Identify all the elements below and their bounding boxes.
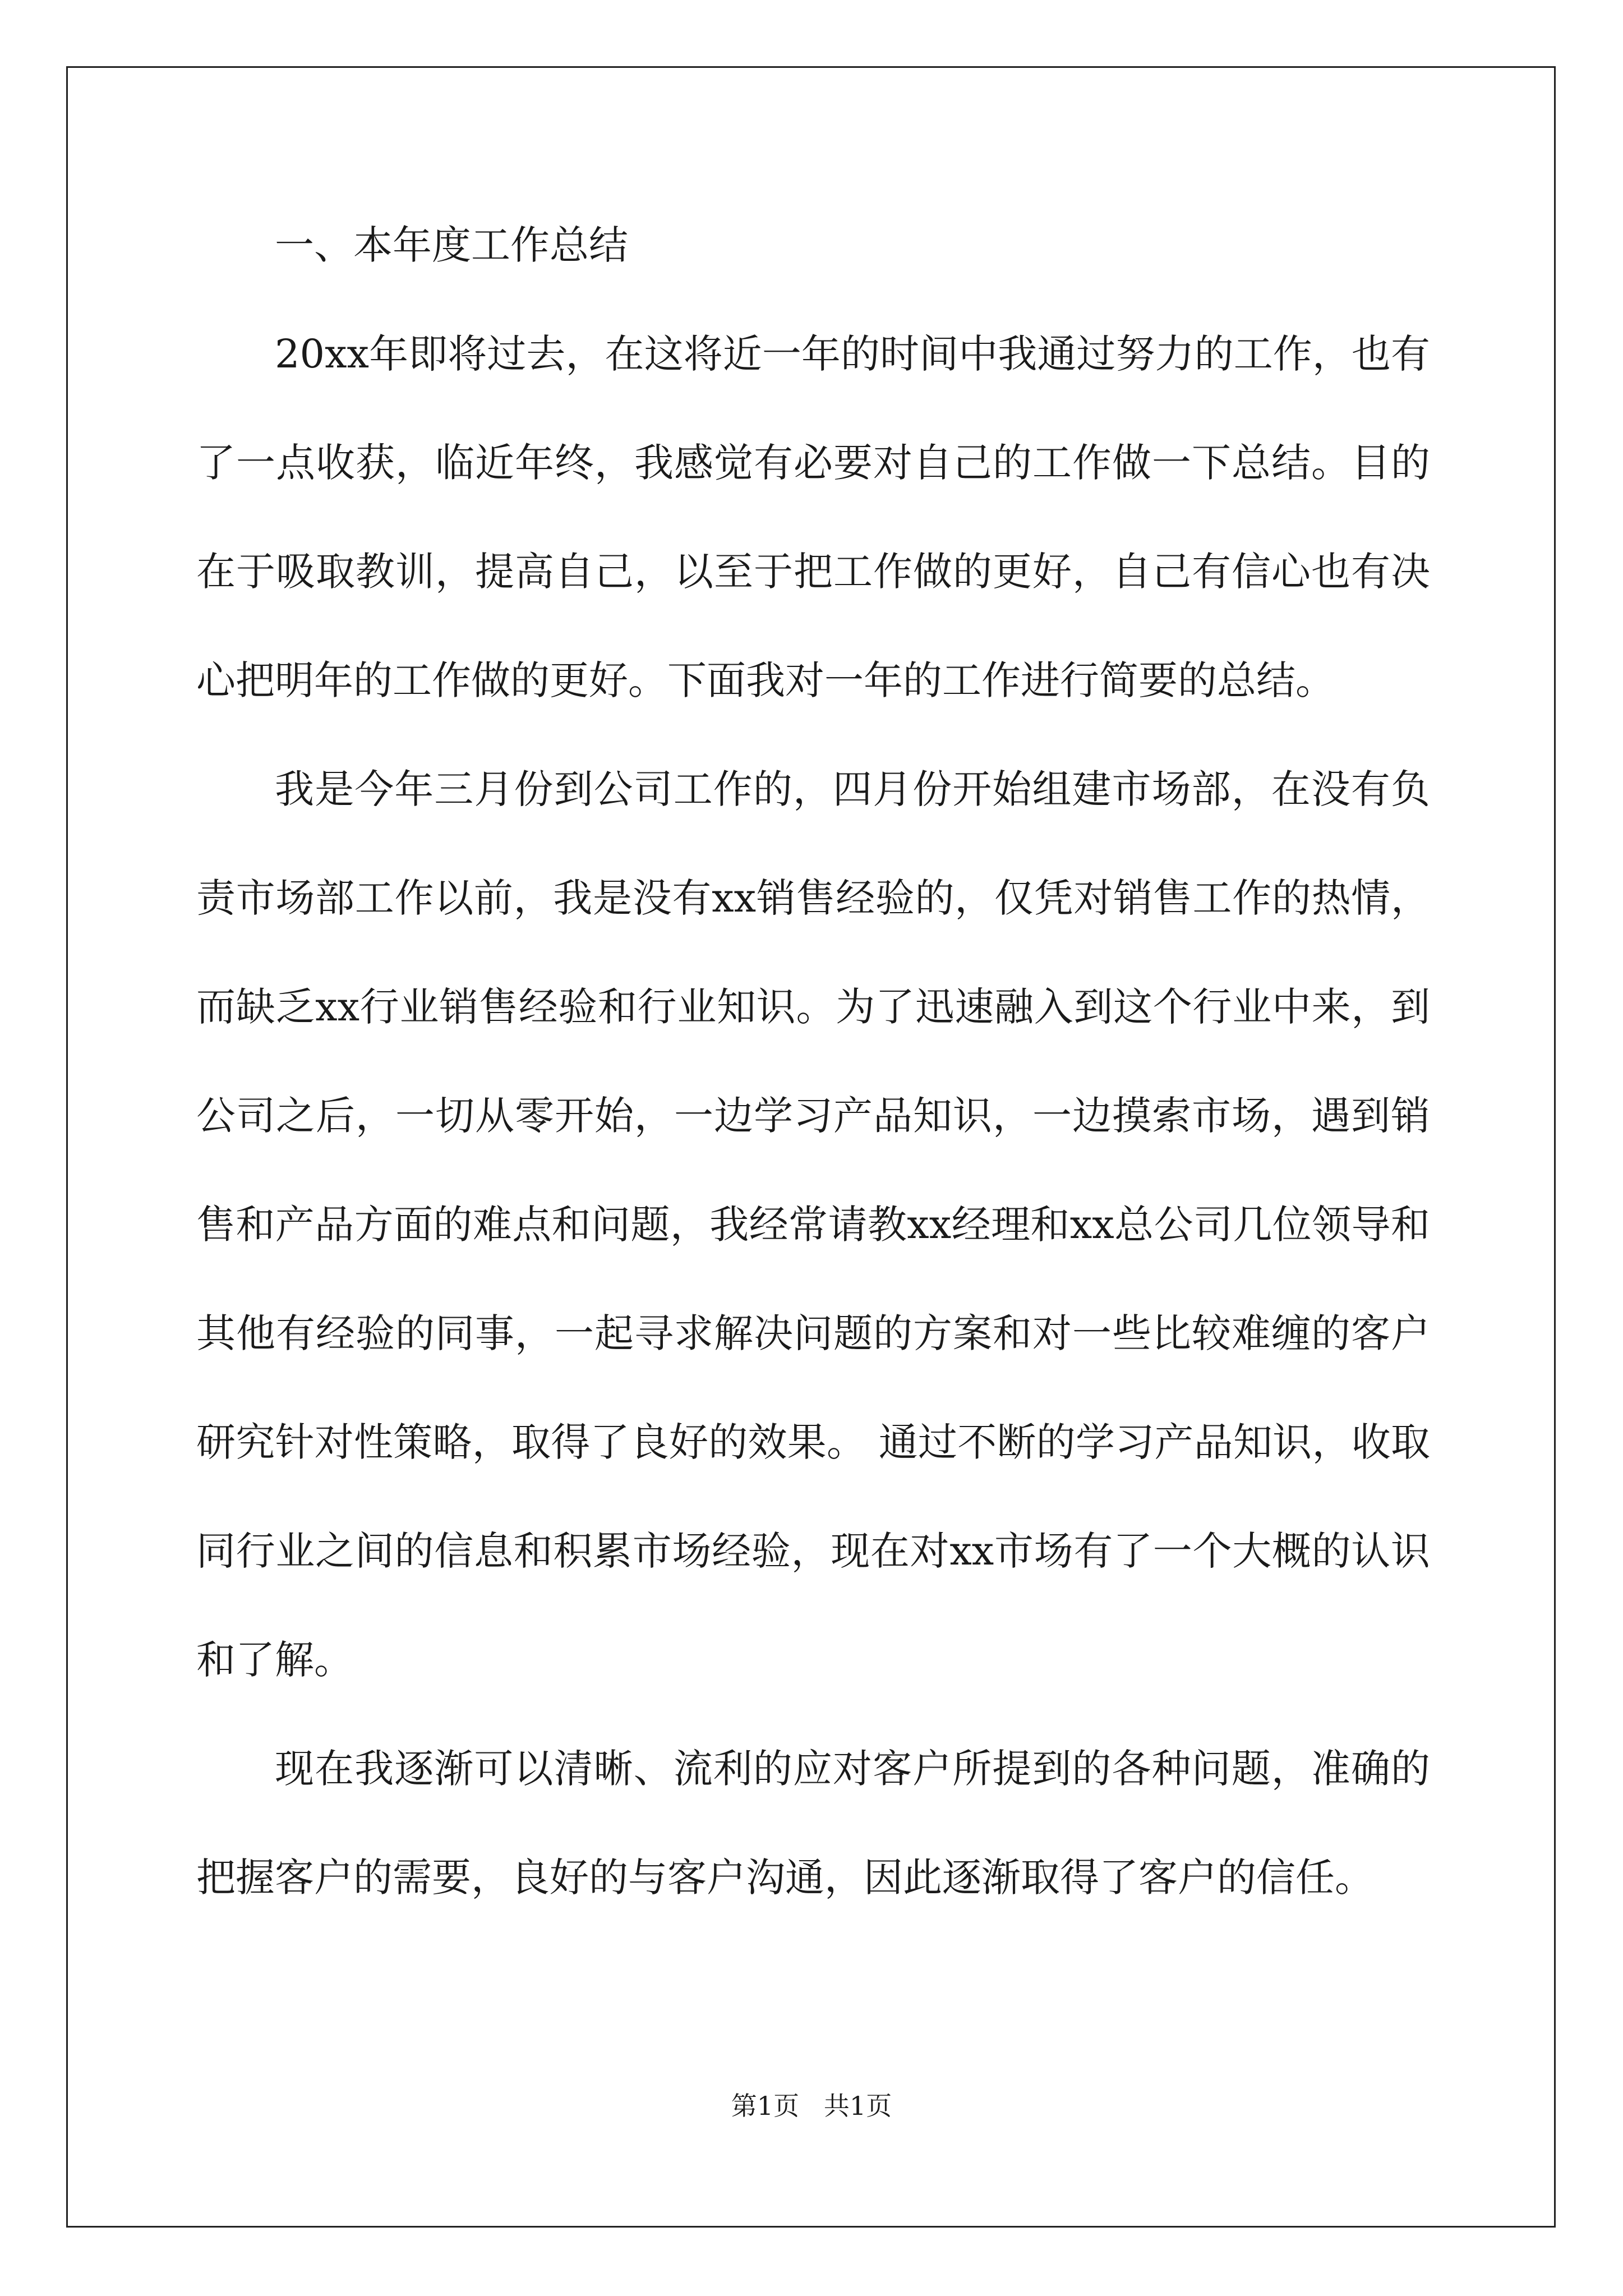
paragraph-3: 现在我逐渐可以清晰、流利的应对客户所提到的各种问题，准确的把握客户的需要，良好的与客户沟通，因此逐渐取得了客户的信任。 — [196, 1746, 1430, 1901]
paragraph-1: 20xx年即将过去，在这将近一年的时间中我通过努力的工作，也有了一点收获，临近年终，我感觉有必要对自己的工作做一下总结。目的在于吸取教训，提高自己，以至于把工作做的更好，自己有信心也有决心把明年的工作做的更好。下面我对一年的工作进行简要的总结。 — [196, 331, 1430, 703]
section-heading: 一、本年度工作总结 — [275, 222, 628, 268]
paragraph-2: 我是今年三月份到公司工作的，四月份开始组建市场部，在没有负责市场部工作以前，我是没有xx销售经验的，仅凭对销售工作的热情，而缺乏xx行业销售经验和行业知识。为了迅速融入到这个行业中来，到公司之后，一切从零开始，一边学习产品知识，一边摸索市场，遇到销售和产品方面的难点和问题，我经常请教xx经理和xx总公司几位领导和其他有经验的同事，一起寻求解决问题的方案和对一些比较难缠的客户研究针对性策略，取得了良好的效果。 通过不断的学习产品知识，收取同行业之间的信息和积累市场经验，现在对xx市场有了一个大概的认识和了解。 — [196, 766, 1430, 1683]
document-body — [196, 191, 1430, 1932]
page-number-footer: 第1页 共1页 — [731, 2091, 892, 2121]
